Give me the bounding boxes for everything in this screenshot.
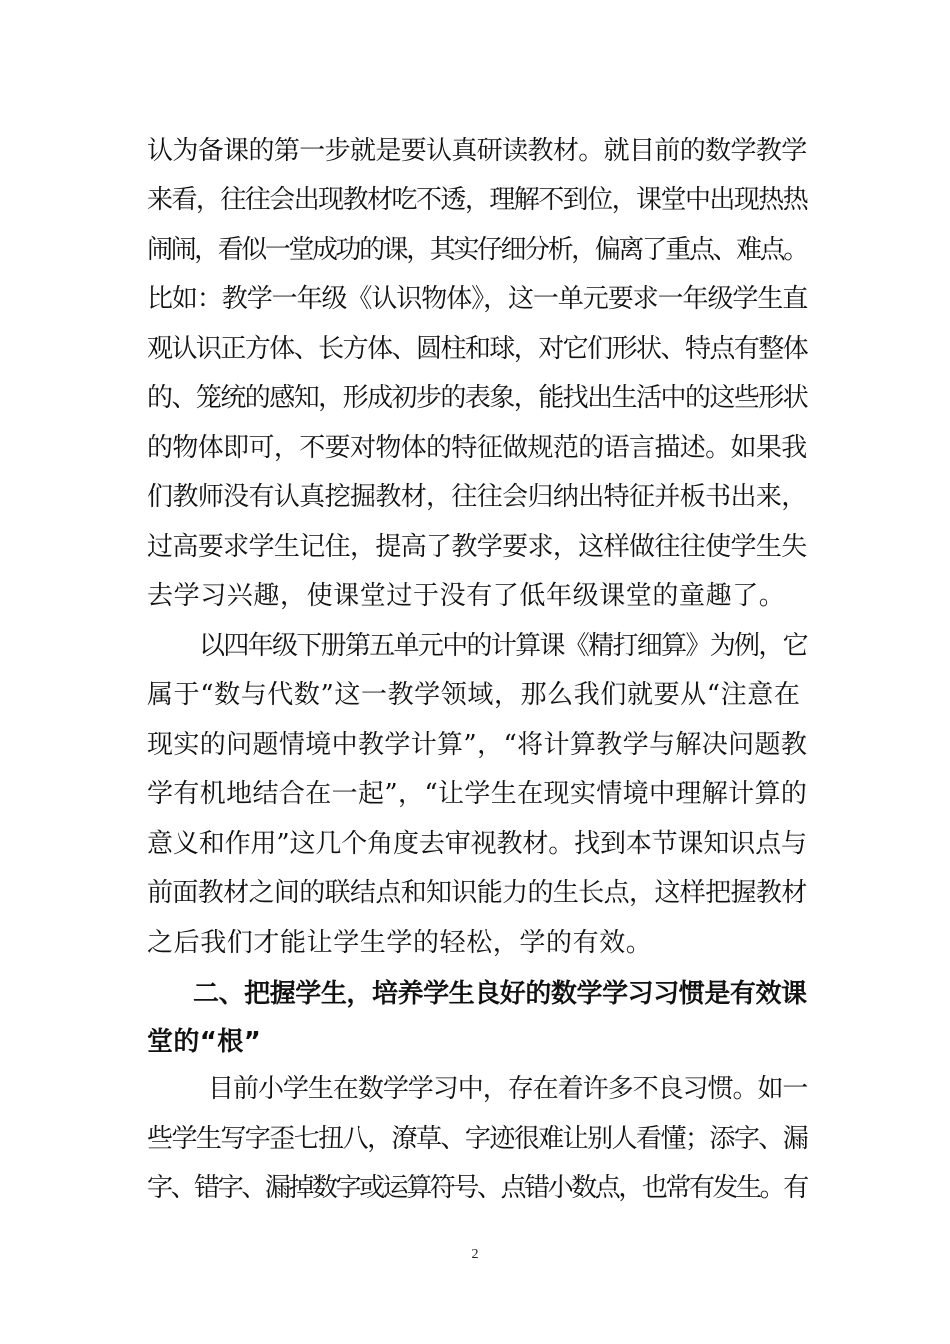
text-line: 来看，往往会出现教材吃不透，理解不到位，课堂中出现热热: [147, 185, 808, 215]
text-line: 去学习兴趣，使课堂过于没有了低年级课堂的童趣了。: [147, 581, 786, 611]
text-line: 目前小学生在数学学习中，存在着许多不良习惯。如一: [208, 1074, 808, 1104]
text-line: 意义和作用”这几个角度去审视教材。找到本节课知识点与: [147, 829, 807, 859]
text-line: 前面教材之间的联结点和知识能力的生长点，这样把握教材: [147, 878, 807, 908]
text-line: 字、错字、漏掉数字或运算符号、点错小数点，也常有发生。有: [147, 1173, 807, 1203]
text-line: 比如：教学一年级《认识物体》，这一单元要求一年级学生直: [147, 284, 808, 314]
text-line: 属于“数与代数”这一教学领域，那么我们就要从“注意在: [147, 680, 801, 710]
heading-line: 堂的“根”: [147, 1027, 262, 1057]
text-line: 以四年级下册第五单元中的计算课《精打细算》为例，它: [199, 631, 808, 661]
text-line: 们教师没有认真挖掘教材，往往会归纳出特征并板书出来，: [147, 482, 807, 512]
text-line: 闹闹，看似一堂成功的课，其实仔细分析，偏离了重点、难点。: [147, 235, 807, 265]
text-line: 之后我们才能让学生学的轻松，学的有效。: [147, 928, 653, 958]
text-line: 的物体即可，不要对物体的特征做规范的语言描述。如果我: [147, 433, 807, 463]
heading-line: 二、把握学生，培养学生良好的数学学习习惯是有效课: [193, 979, 807, 1009]
text-line: 现实的问题情境中教学计算”，“将计算教学与解决问题教: [147, 730, 808, 760]
page-number: 2: [471, 1247, 479, 1262]
text-line: 过高要求学生记住，提高了教学要求，这样做往往使学生失: [147, 532, 807, 562]
text-line: 的、笼统的感知，形成初步的表象，能找出生活中的这些形状: [147, 383, 808, 413]
text-line: 学有机地结合在一起”，“让学生在现实情境中理解计算的: [147, 779, 808, 809]
text-line: 认为备课的第一步就是要认真研读教材。就目前的数学教学: [147, 136, 807, 166]
text-line: 些学生写字歪七扭八，潦草、字迹很难让别人看懂；添字、漏: [147, 1124, 808, 1154]
text-line: 观认识正方体、长方体、圆柱和球，对它们形状、特点有整体: [147, 334, 808, 364]
